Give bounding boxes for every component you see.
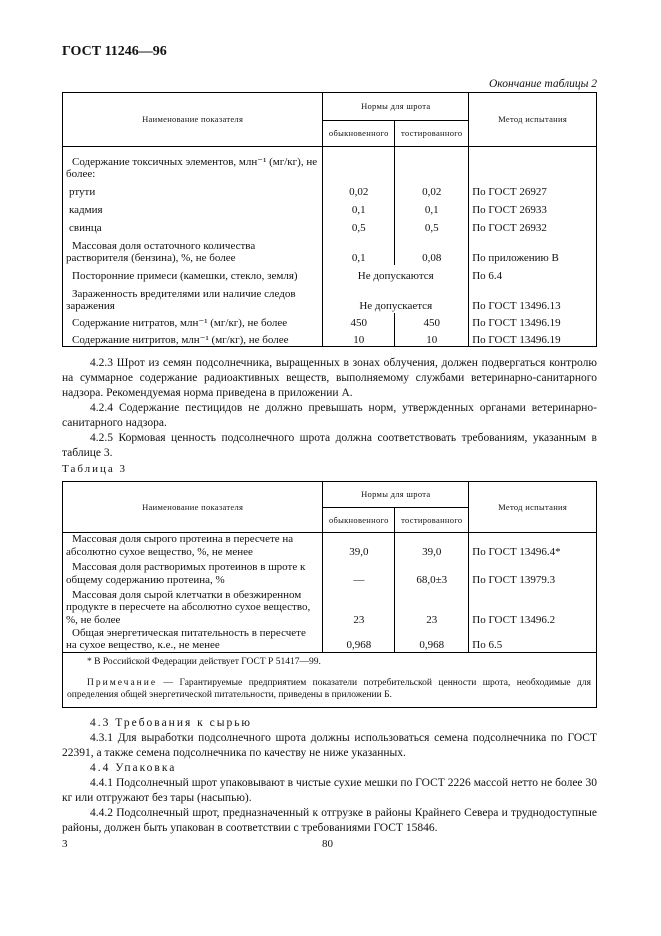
method: По ГОСТ 13979.3 [469,558,597,586]
method: По ГОСТ 13496.4* [469,533,597,559]
row-name: Массовая доля сырой клетчатки в обезжиренном продукте в пересчете на абсолютно сухое вещество, %, не более [63,586,323,626]
paragraph-4-4-1: 4.4.1 Подсолнечный шрот упаковывают в чистые сухие мешки по ГОСТ 2226 массой нетто не более 30 кг или отгружают без тары (насыпью). [62,777,597,804]
column-header-method: Метод испытания [469,93,597,147]
row-name: Массовая доля остаточного количества растворителя (бензина), %, не более [63,235,323,265]
row-name: Содержание нитратов, млн⁻¹ (мг/кг), не более [63,313,323,330]
value-ordinary: 450 [323,313,395,330]
note-label: Примечание [87,678,158,688]
method: По ГОСТ 13496.19 [469,330,597,347]
note-text: — Гарантируемые предприятием показатели потребительской ценности шрота, необходимые для определения общей энергетической питательности, приведены в приложении Б. [67,678,592,700]
value-merged: Не допускается [323,283,469,313]
row-name: Содержание токсичных элементов, млн⁻¹ (мг/кг), не более: [63,147,323,181]
column-header-indicator: Наименование показателя [63,93,323,147]
value-toasted: 39,0 [395,533,469,559]
table-row [63,533,597,559]
column-header-ordinary: обыкновенного [323,508,395,533]
value-ordinary: — [323,558,395,586]
document-header: ГОСТ 11246—96 [62,44,167,59]
table-row [63,147,597,181]
value-toasted: 68,0±3 [395,558,469,586]
paragraph-4-4-2: 4.4.2 Подсолнечный шрот, предназначенный к отгрузке в районы Крайнего Севера и труднодоступные районы, должен быть упакован в соответствии с требованиями ГОСТ 15846. [62,807,597,834]
method: По ГОСТ 26932 [469,217,597,235]
table-row [63,181,597,199]
column-header-ordinary: обыкновенного [323,121,395,147]
row-name: Массовая доля сырого протеина в пересчете на абсолютно сухое вещество, %, не менее [63,533,323,559]
row-name: Содержание нитритов, млн⁻¹ (мг/кг), не более [63,330,323,347]
section-4-3-title: 4.3 Требования к сырью [90,717,253,729]
value-ordinary: 0,1 [323,199,395,217]
value-toasted: 0,968 [395,626,469,652]
method: По ГОСТ 13496.13 [469,283,597,313]
value-toasted: 0,1 [395,199,469,217]
value-toasted: 0,02 [395,181,469,199]
page-number: 80 [322,838,333,850]
table-row [63,283,597,313]
paragraph-4-2-5: 4.2.5 Кормовая ценность подсолнечного шрота должна соответствовать требованиям, указанным в таблице 3. [62,432,597,459]
value-ordinary [323,147,395,181]
table-row [63,265,597,283]
value-toasted: 0,5 [395,217,469,235]
value-toasted: 0,08 [395,235,469,265]
paragraph-4-3-1: 4.3.1 Для выработки подсолнечного шрота должны использоваться семена подсолнечника по ГОСТ 22391, а также семена подсолнечника по качеству не ниже указанных. [62,732,597,759]
column-header-method: Метод испытания [469,482,597,533]
value-ordinary: 23 [323,586,395,626]
paragraph-4-2-4: 4.2.4 Содержание пестицидов не должно превышать норм, утвержденных органами ветеринарно-санитарного надзора. [62,402,597,429]
value-ordinary: 0,1 [323,235,395,265]
table-row [63,199,597,217]
row-name: Зараженность вредителями или наличие следов заражения [63,283,323,313]
column-header-toasted: тостированного [395,121,469,147]
method: По приложению В [469,235,597,265]
method: По 6.5 [469,626,597,652]
footnote: * В Российской Федерации действует ГОСТ Р 51417—99. [87,657,321,667]
table-row [63,558,597,586]
column-header-indicator: Наименование показателя [63,482,323,533]
paragraph-4-2-3: 4.2.3 Шрот из семян подсолнечника, выращенных в зонах облучения, должен подвергаться контролю на суммарное содержание радиоактивных веществ, выполняемому службами ветеринарно-санитарного надзора. Рекомендуемая норма приведена в приложении А. [62,357,597,399]
row-name: Общая энергетическая питательность в пересчете на сухое вещество, к.е., не менее [63,626,323,652]
table-row [63,235,597,265]
row-name: Посторонние примеси (камешки, стекло, земля) [63,265,323,283]
table-row [63,330,597,347]
value-toasted: 10 [395,330,469,347]
value-toasted [395,147,469,181]
section-4-4-title: 4.4 Упаковка [90,762,177,774]
method: По 6.4 [469,265,597,283]
value-toasted: 450 [395,313,469,330]
method: По ГОСТ 26933 [469,199,597,217]
column-header-norms: Нормы для шрота [323,482,469,508]
row-name: ртути [63,181,323,199]
table-3-notes [62,651,597,708]
method [469,147,597,181]
table-continuation-label: Окончание таблицы 2 [489,78,597,90]
table-row [63,217,597,235]
table-3 [62,481,597,653]
column-header-toasted: тостированного [395,508,469,533]
row-name: кадмия [63,199,323,217]
value-ordinary: 10 [323,330,395,347]
value-toasted: 23 [395,586,469,626]
method: По ГОСТ 26927 [469,181,597,199]
value-ordinary: 0,02 [323,181,395,199]
method: По ГОСТ 13496.2 [469,586,597,626]
value-ordinary: 0,5 [323,217,395,235]
table-row [63,626,597,652]
table-row [63,313,597,330]
row-name: свинца [63,217,323,235]
table-row [63,586,597,626]
value-merged: Не допускаются [323,265,469,283]
footer-sheet-number: 3 [62,838,68,850]
table-3-caption: Таблица 3 [62,463,128,475]
note [67,677,591,701]
row-name: Массовая доля растворимых протеинов в шроте к общему содержанию протеина, % [63,558,323,586]
value-ordinary: 39,0 [323,533,395,559]
table-2 [62,92,597,347]
value-ordinary: 0,968 [323,626,395,652]
column-header-norms: Нормы для шрота [323,93,469,121]
method: По ГОСТ 13496.19 [469,313,597,330]
